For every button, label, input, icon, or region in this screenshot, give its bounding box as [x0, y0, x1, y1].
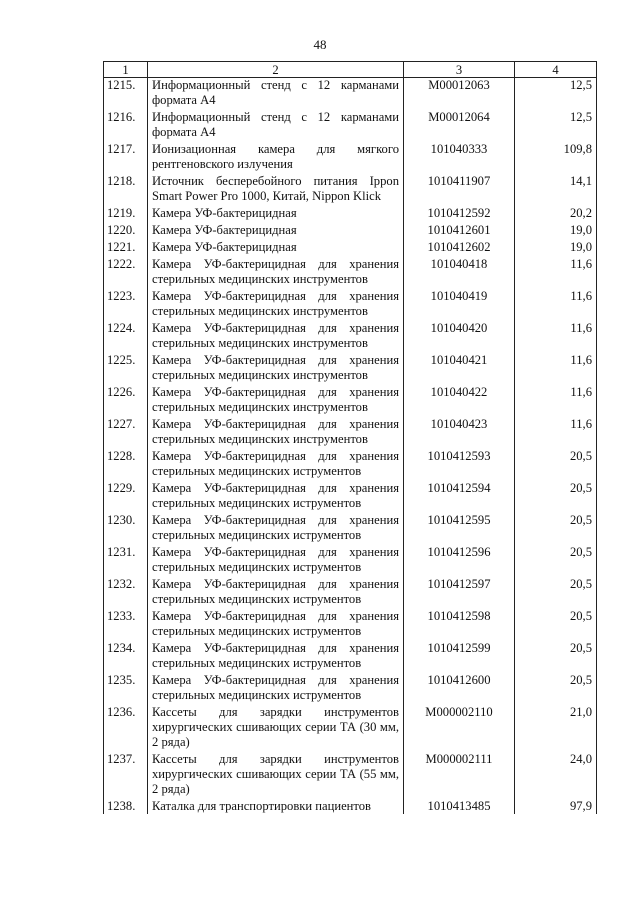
row-number: 1225.	[104, 351, 148, 383]
item-name: Камера УФ-бактерицидная для хранения стерильных медицинских инструментов	[148, 287, 404, 319]
inventory-code: 101040418	[404, 255, 515, 287]
item-name: Камера УФ-бактерицидная для хранения стерильных медицинских иструментов	[148, 543, 404, 575]
page-number: 48	[313, 37, 327, 52]
row-number: 1235.	[104, 671, 148, 703]
table-row	[104, 383, 597, 415]
table-row	[104, 221, 597, 238]
row-number: 1226.	[104, 383, 148, 415]
item-value: 11,6	[515, 383, 597, 415]
table-row	[104, 319, 597, 351]
row-number: 1223.	[104, 287, 148, 319]
row-number: 1217.	[104, 140, 148, 172]
inventory-code: 1010413485	[404, 797, 515, 814]
item-value: 20,5	[515, 543, 597, 575]
row-number: 1221.	[104, 238, 148, 255]
inventory-code: 101040423	[404, 415, 515, 447]
item-name: Камера УФ-бактерицидная для хранения стерильных медицинских иструментов	[148, 671, 404, 703]
item-name: Камера УФ-бактерицидная	[148, 221, 404, 238]
item-value: 11,6	[515, 287, 597, 319]
inventory-code: 1010412599	[404, 639, 515, 671]
item-name: Камера УФ-бактерицидная	[148, 204, 404, 221]
table-row	[104, 255, 597, 287]
row-number: 1230.	[104, 511, 148, 543]
inventory-code: 1010411907	[404, 172, 515, 204]
inventory-code: М000002110	[404, 703, 515, 750]
item-value: 97,9	[515, 797, 597, 814]
column-header-3: 3	[404, 62, 515, 78]
item-value: 11,6	[515, 255, 597, 287]
inventory-code: 101040419	[404, 287, 515, 319]
table-row	[104, 140, 597, 172]
inventory-code: М00012064	[404, 108, 515, 140]
inventory-code: М00012063	[404, 78, 515, 109]
inventory-code: 101040420	[404, 319, 515, 351]
item-name: Камера УФ-бактерицидная для хранения стерильных медицинских инструментов	[148, 319, 404, 351]
item-value: 20,5	[515, 671, 597, 703]
inventory-code: 1010412601	[404, 221, 515, 238]
row-number: 1228.	[104, 447, 148, 479]
item-name: Камера УФ-бактерицидная для хранения стерильных медицинских иструментов	[148, 511, 404, 543]
inventory-code: 101040333	[404, 140, 515, 172]
inventory-code: М000002111	[404, 750, 515, 797]
table-row	[104, 479, 597, 511]
item-value: 11,6	[515, 351, 597, 383]
item-value: 20,5	[515, 479, 597, 511]
table-row	[104, 447, 597, 479]
item-value: 11,6	[515, 415, 597, 447]
inventory-code: 1010412593	[404, 447, 515, 479]
row-number: 1222.	[104, 255, 148, 287]
inventory-code: 1010412602	[404, 238, 515, 255]
column-header-4: 4	[515, 62, 597, 78]
table-row	[104, 511, 597, 543]
item-name: Камера УФ-бактерицидная для хранения стерильных медицинских иструментов	[148, 479, 404, 511]
inventory-table	[103, 61, 597, 814]
inventory-code: 1010412598	[404, 607, 515, 639]
row-number: 1231.	[104, 543, 148, 575]
row-number: 1219.	[104, 204, 148, 221]
column-header-1: 1	[104, 62, 148, 78]
item-value: 14,1	[515, 172, 597, 204]
inventory-code: 1010412596	[404, 543, 515, 575]
table-row	[104, 204, 597, 221]
inventory-code: 1010412592	[404, 204, 515, 221]
inventory-code: 1010412597	[404, 575, 515, 607]
row-number: 1234.	[104, 639, 148, 671]
item-value: 20,5	[515, 639, 597, 671]
item-value: 21,0	[515, 703, 597, 750]
row-number: 1220.	[104, 221, 148, 238]
item-value: 11,6	[515, 319, 597, 351]
column-header-2: 2	[148, 62, 404, 78]
table-row	[104, 543, 597, 575]
item-name: Информационный стенд с 12 карманами формата А4	[148, 108, 404, 140]
table-row	[104, 703, 597, 750]
row-number: 1232.	[104, 575, 148, 607]
item-value: 20,5	[515, 607, 597, 639]
item-value: 20,5	[515, 511, 597, 543]
row-number: 1237.	[104, 750, 148, 797]
item-value: 20,2	[515, 204, 597, 221]
inventory-code: 1010412594	[404, 479, 515, 511]
item-name: Источник бесперебойного питания Ippon Smart Power Pro 1000, Китай, Nippon Klick	[148, 172, 404, 204]
row-number: 1229.	[104, 479, 148, 511]
table-row	[104, 172, 597, 204]
item-name: Камера УФ-бактерицидная	[148, 238, 404, 255]
item-name: Кассеты для зарядки инструментов хирургических сшивающих серии ТА (30 мм, 2 ряда)	[148, 703, 404, 750]
row-number: 1238.	[104, 797, 148, 814]
inventory-code: 1010412600	[404, 671, 515, 703]
item-value: 20,5	[515, 575, 597, 607]
table-row	[104, 351, 597, 383]
item-name: Камера УФ-бактерицидная для хранения стерильных медицинских иструментов	[148, 607, 404, 639]
item-value: 19,0	[515, 238, 597, 255]
item-value: 12,5	[515, 78, 597, 109]
inventory-code: 101040422	[404, 383, 515, 415]
item-name: Камера УФ-бактерицидная для хранения стерильных медицинских инструментов	[148, 255, 404, 287]
table-row	[104, 238, 597, 255]
inventory-code: 101040421	[404, 351, 515, 383]
table-row	[104, 607, 597, 639]
item-name: Камера УФ-бактерицидная для хранения стерильных медицинских инструментов	[148, 351, 404, 383]
item-name: Камера УФ-бактерицидная для хранения стерильных медицинских инструментов	[148, 415, 404, 447]
item-name: Камера УФ-бактерицидная для хранения стерильных медицинских инструментов	[148, 383, 404, 415]
row-number: 1233.	[104, 607, 148, 639]
item-name: Камера УФ-бактерицидная для хранения стерильных медицинских иструментов	[148, 575, 404, 607]
table-row	[104, 750, 597, 797]
item-value: 19,0	[515, 221, 597, 238]
row-number: 1227.	[104, 415, 148, 447]
item-name: Ионизационная камера для мягкого рентгеновского излучения	[148, 140, 404, 172]
row-number: 1224.	[104, 319, 148, 351]
item-value: 12,5	[515, 108, 597, 140]
table-row	[104, 78, 597, 109]
table-row	[104, 671, 597, 703]
row-number: 1216.	[104, 108, 148, 140]
item-name: Каталка для транспортировки пациентов	[148, 797, 404, 814]
table-row	[104, 639, 597, 671]
table-row	[104, 108, 597, 140]
row-number: 1215.	[104, 78, 148, 109]
table-row	[104, 287, 597, 319]
table-row	[104, 797, 597, 814]
item-value: 20,5	[515, 447, 597, 479]
item-name: Информационный стенд с 12 карманами формата А4	[148, 78, 404, 109]
table-header	[104, 62, 597, 78]
row-number: 1218.	[104, 172, 148, 204]
item-name: Камера УФ-бактерицидная для хранения стерильных медицинских иструментов	[148, 639, 404, 671]
item-name: Камера УФ-бактерицидная для хранения стерильных медицинских иструментов	[148, 447, 404, 479]
table-row	[104, 575, 597, 607]
table-row	[104, 415, 597, 447]
table-body	[104, 78, 597, 815]
item-value: 109,8	[515, 140, 597, 172]
item-value: 24,0	[515, 750, 597, 797]
item-name: Кассеты для зарядки инструментов хирургических сшивающих серии ТА (55 мм, 2 ряда)	[148, 750, 404, 797]
row-number: 1236.	[104, 703, 148, 750]
inventory-code: 1010412595	[404, 511, 515, 543]
